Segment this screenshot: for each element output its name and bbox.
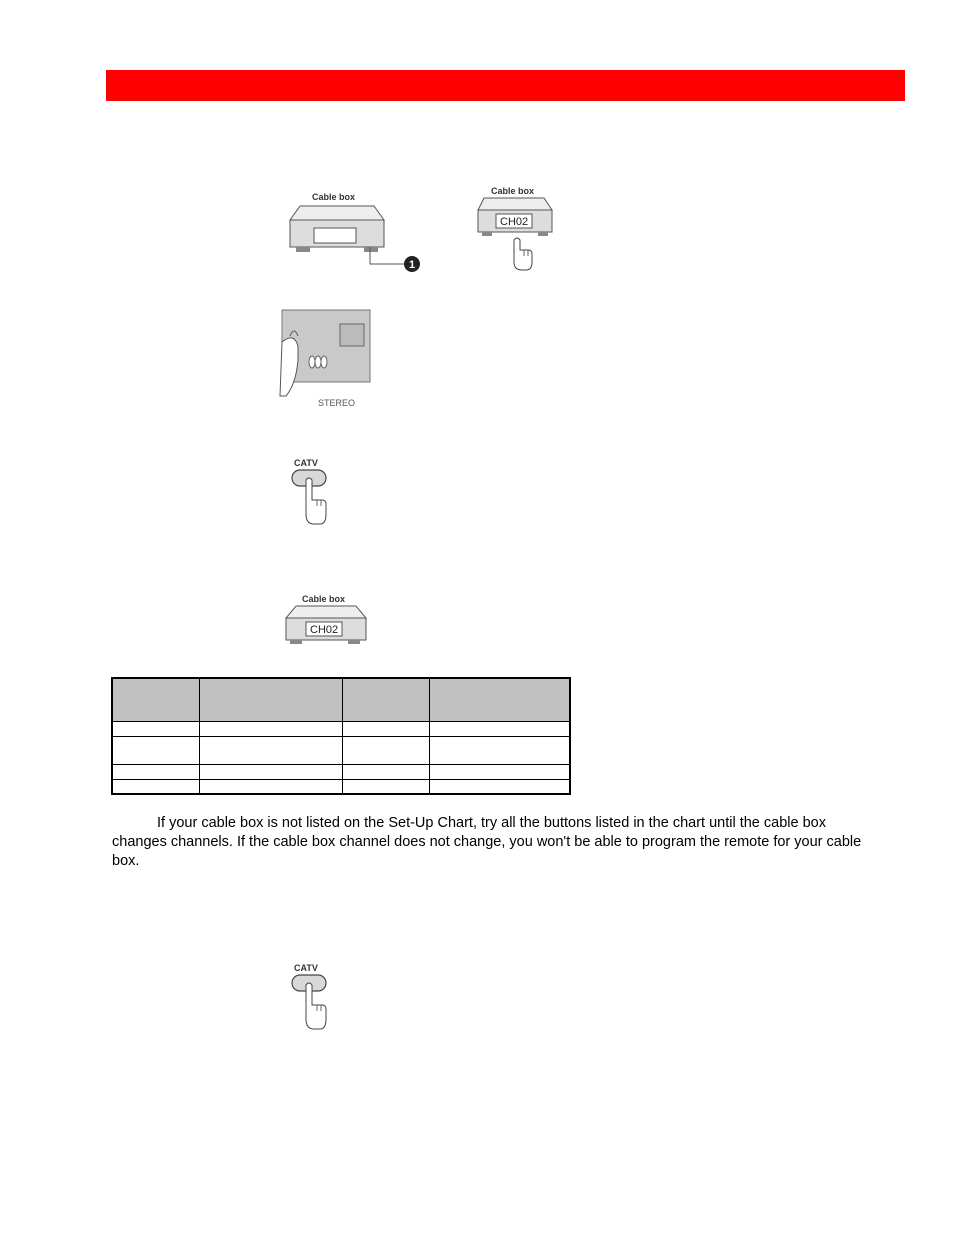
table-cell bbox=[200, 737, 343, 765]
cable-box-label: Cable box bbox=[312, 192, 356, 202]
table-row bbox=[112, 780, 570, 795]
table-cell bbox=[343, 737, 430, 765]
catv-label: CATV bbox=[294, 963, 318, 973]
svg-text:1: 1 bbox=[408, 259, 416, 271]
table-cell bbox=[112, 722, 200, 737]
table-row bbox=[112, 765, 570, 780]
catv-button-illustration-2 bbox=[288, 961, 338, 1033]
setup-chart-table bbox=[111, 677, 571, 795]
cable-box-result-illustration bbox=[282, 590, 382, 650]
table-cell bbox=[200, 780, 343, 795]
table-cell bbox=[430, 722, 571, 737]
table-row bbox=[112, 737, 570, 765]
table-cell bbox=[343, 780, 430, 795]
table-cell bbox=[200, 722, 343, 737]
table-cell bbox=[430, 737, 571, 765]
stereo-label: STEREO bbox=[318, 398, 356, 408]
cable-box-rear-illustration bbox=[286, 188, 426, 278]
table-cell bbox=[112, 765, 200, 780]
catv-button-illustration-1 bbox=[288, 456, 338, 528]
remote-panel-illustration bbox=[278, 306, 378, 426]
table-header-cell bbox=[112, 678, 200, 722]
table-header-row bbox=[112, 678, 570, 722]
cable-box-label: Cable box bbox=[302, 594, 346, 604]
table-cell bbox=[430, 765, 571, 780]
cable-box-front-illustration bbox=[474, 184, 564, 274]
catv-label: CATV bbox=[294, 458, 318, 468]
table-header-cell bbox=[343, 678, 430, 722]
setup-chart-note: If your cable box is not listed on the Set-Up Chart, try all the buttons listed in the chart until the cable box changes channels. If the cable box channel does not change, you won't be able to program the remote for your cable box. bbox=[112, 815, 862, 869]
table-row bbox=[112, 722, 570, 737]
table-cell bbox=[200, 765, 343, 780]
pointing-hand-icon bbox=[514, 238, 532, 270]
channel-display: CH02 bbox=[310, 624, 339, 636]
table-cell bbox=[343, 722, 430, 737]
table-header-cell bbox=[200, 678, 343, 722]
table-cell bbox=[430, 780, 571, 795]
channel-display: CH02 bbox=[500, 216, 529, 228]
section-header-bar bbox=[106, 70, 905, 101]
table-cell bbox=[343, 765, 430, 780]
table-header-cell bbox=[430, 678, 571, 722]
table-cell bbox=[112, 780, 200, 795]
table-cell bbox=[112, 737, 200, 765]
cable-box-label: Cable box bbox=[491, 186, 535, 196]
